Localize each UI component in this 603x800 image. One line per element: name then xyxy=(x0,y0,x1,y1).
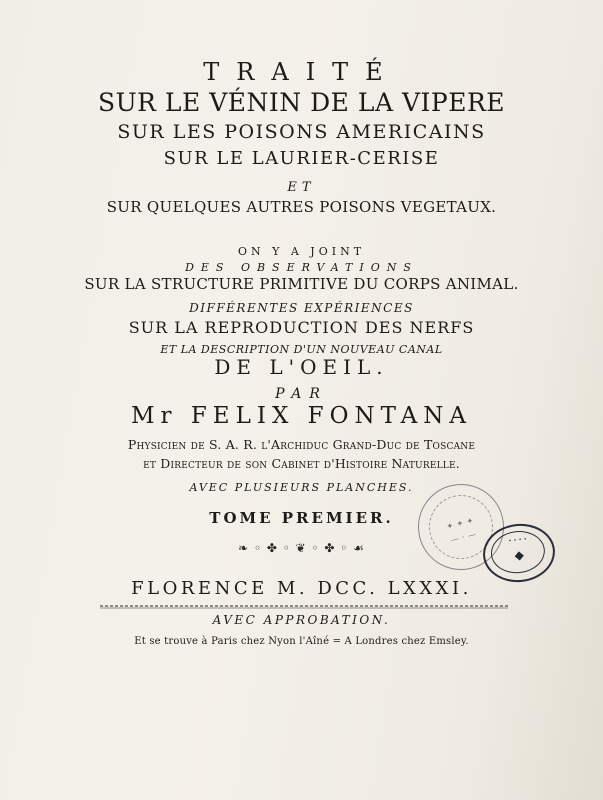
ornamental-rule xyxy=(100,603,508,609)
oeil-line: DE L'OEIL. xyxy=(214,355,389,379)
observations-line: DES OBSERVATIONS xyxy=(185,261,418,274)
subtitle-autres: SUR QUELQUES AUTRES POISONS VEGETAUX. xyxy=(106,198,497,216)
joint-line: ON Y A JOINT xyxy=(237,245,366,258)
subtitle-venin: SUR LE VÉNIN DE LA VIPERE xyxy=(97,88,506,117)
description-line: ET LA DESCRIPTION D'UN NOUVEAU CANAL xyxy=(160,343,443,356)
subtitle-poisons: SUR LES POISONS AMERICAINS xyxy=(117,121,486,143)
stamp-lettering: — · — xyxy=(449,529,478,545)
imprint-place-date: FLORENCE M. DCC. LXXXI. xyxy=(131,578,472,599)
author-title-directeur: et Directeur de son Cabinet d'Histoire Naturelle. xyxy=(143,456,460,471)
par-line: PAR xyxy=(275,386,328,402)
ornament-divider: ❧ ◦ ✤ ◦ ❦ ◦ ✤ ◦ ☙ xyxy=(238,541,365,555)
author-name: Mr FELIX FONTANA xyxy=(130,403,472,429)
structure-line: SUR LA STRUCTURE PRIMITIVE DU CORPS ANIMAL. xyxy=(84,275,519,293)
author-title-physicien: Physicien de S. A. R. l'Archiduc Grand-Duc de Toscane xyxy=(127,437,476,452)
volume-line: TOME PREMIER. xyxy=(209,509,394,527)
subtitle-laurier: SUR LE LAURIER-CERISE xyxy=(163,148,440,169)
reproduction-line: SUR LA REPRODUCTION DES NERFS xyxy=(128,318,475,337)
subtitle-et: ET xyxy=(287,180,316,195)
approbation-line: AVEC APPROBATION. xyxy=(212,613,391,627)
stamp-lettering: ◆ xyxy=(513,547,525,563)
title-line: TRAITÉ xyxy=(203,58,400,86)
stamp-lettering: · · · · xyxy=(508,535,527,545)
sale-line: Et se trouve à Paris chez Nyon l'Aîné = A Londres chez Emsley. xyxy=(134,636,469,647)
stamp-lettering: ✦ ✦ ✦ xyxy=(445,515,475,532)
experiences-line: DIFFÉRENTES EXPÉRIENCES xyxy=(189,301,414,315)
planches-line: AVEC PLUSIEURS PLANCHES. xyxy=(189,481,414,494)
